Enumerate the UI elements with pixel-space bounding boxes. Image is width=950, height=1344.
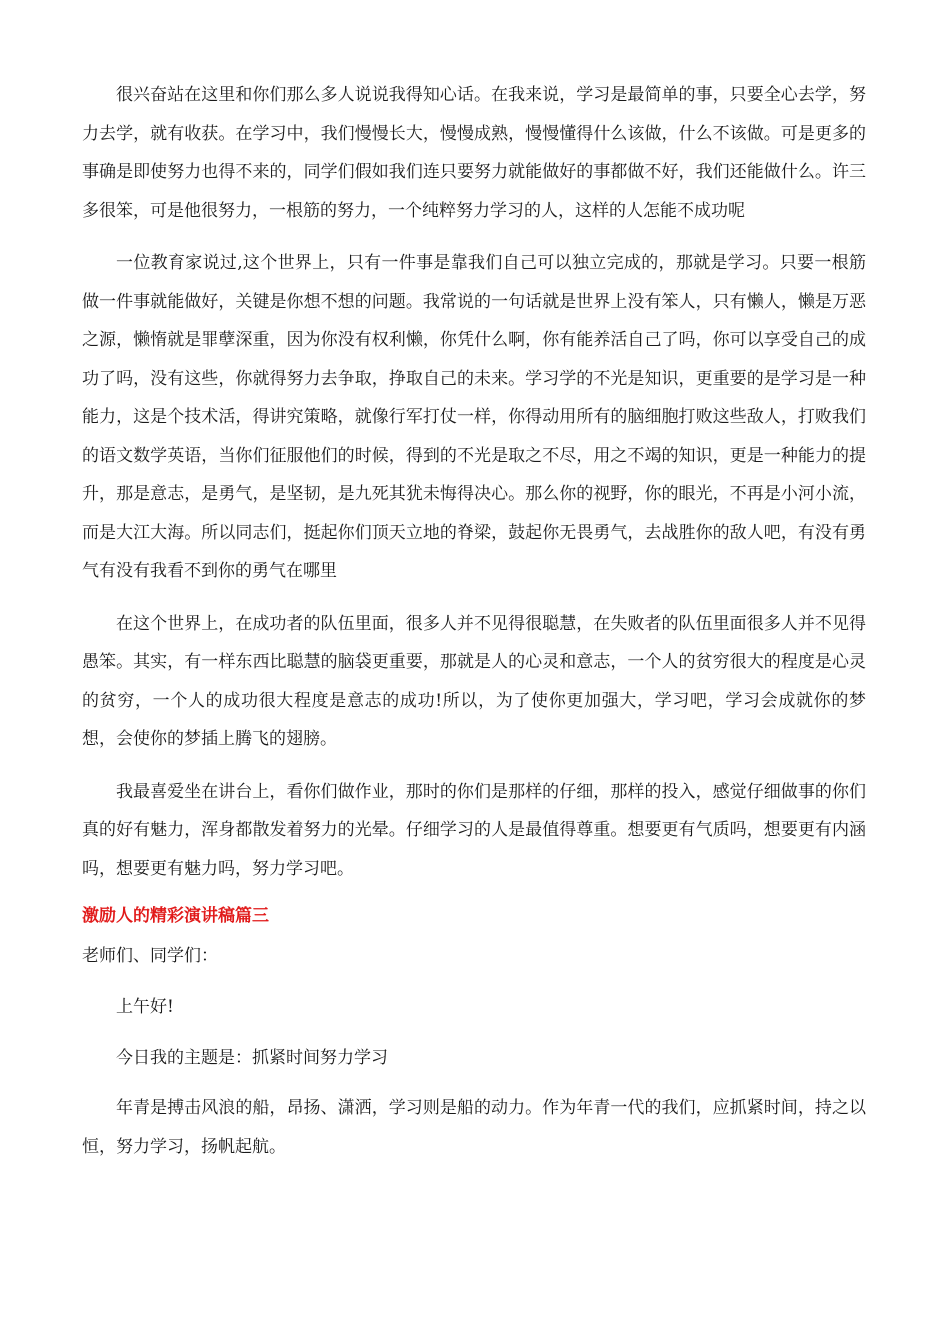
document-page [82, 76, 866, 1180]
greeting: 上午好! [116, 997, 174, 1017]
topic-line: 今日我的主题是：抓紧时间努力学习 [116, 1047, 388, 1068]
paragraph-1: 很兴奋站在这里和你们那么多人说说我得知心话。在我来说，学习是最简单的事，只要全心去学，努力去学，就有收获。在学习中，我们慢慢长大，慢慢成熟，慢慢懂得什么该做，什么不该做。可是更多的事确是即使努力也得不来的，同学们假如我们连只要努力就能做好的事都做不好，我们还能做什么。许三多很笨，可是他很努力，一根筋的努力，一个纯粹努力学习的人，这样的人怎能不成功呢 [82, 85, 866, 221]
paragraph-2: 一位教育家说过,这个世界上，只有一件事是靠我们自己可以独立完成的，那就是学习。只要一根筋做一件事就能做好，关键是你想不想的问题。我常说的一句话就是世界上没有笨人，只有懒人，懒是万恶之源，懒惰就是罪孽深重，因为你没有权利懒，你凭什么啊，你有能养活自己了吗，你可以享受自己的成功了吗，没有这些，你就得努力去争取，挣取自己的未来。学习学的不光是知识，更重要的是学习是一种能力，这是个技术活，得讲究策略，就像行军打仗一样，你得动用所有的脑细胞打败这些敌人，打败我们的语文数学英语，当你们征服他们的时候，得到的不光是取之不尽，用之不竭的知识，更是一种能力的提升，那是意志，是勇气，是坚韧，是九死其犹未悔得决心。那么你的视野，你的眼光，不再是小河小流，而是大江大海。所以同志们，挺起你们顶天立地的脊梁，鼓起你无畏勇气，去战胜你的敌人吧，有没有勇气有没有我看不到你的勇气在哪里 [82, 253, 866, 581]
paragraph-4: 我最喜爱坐在讲台上，看你们做作业，那时的你们是那样的仔细，那样的投入，感觉仔细做事的你们真的好有魅力，浑身都散发着努力的光晕。仔细学习的人是最值得尊重。想要更有气质吗，想要更有内涵吗，想要更有魅力吗，努力学习吧。 [82, 781, 866, 879]
section-heading: 激励人的精彩演讲稿篇三 [82, 906, 269, 926]
closing-paragraph: 年青是搏击风浪的船，昂扬、潇洒，学习则是船的动力。作为年青一代的我们，应抓紧时间，持之以恒，努力学习，扬帆起航。 [82, 1098, 866, 1157]
paragraph-3: 在这个世界上，在成功者的队伍里面，很多人并不见得很聪慧，在失败者的队伍里面很多人并不见得愚笨。其实，有一样东西比聪慧的脑袋更重要，那就是人的心灵和意志，一个人的贫穷很大的程度是心灵的贫穷，一个人的成功很大程度是意志的成功!所以，为了使你更加强大，学习吧，学习会成就你的梦想，会使你的梦插上腾飞的翅膀。 [82, 613, 866, 749]
salutation: 老师们、同学们： [82, 946, 218, 966]
